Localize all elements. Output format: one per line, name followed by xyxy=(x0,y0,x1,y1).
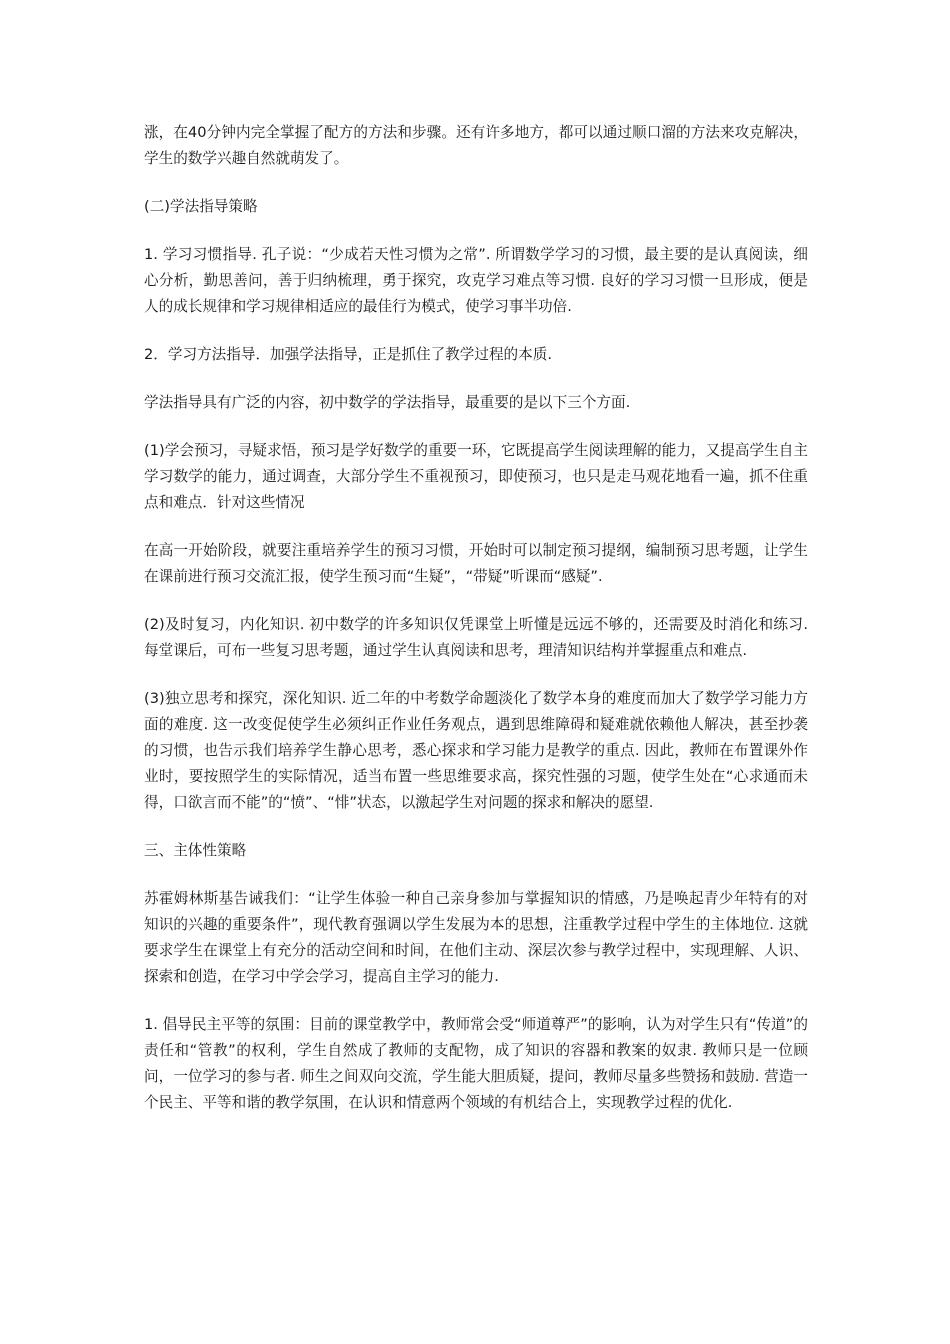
paragraph-study-methods: 2．学习方法指导．加强学法指导，正是抓住了教学过程的本质. xyxy=(144,346,552,363)
paragraph-sukhomlinsky-quote: 苏霍姆林斯基告诫我们：“让学生体验一种自己亲身参加与掌握知识的情感，乃是唤起青少年特有的对知识的兴趣的重要条件”，现代教育强调以学生发展为本的思想，注重教学过程中学生的主体地位. 这就要求学生在课堂上有充分的活动空间和时间，在他们主动、深层次参与教学过程中，实现理解、人识、探索和创造，在学习中学会学习，提高自主学习的能力. xyxy=(144,890,808,985)
paragraph-three-aspects: 学法指导具有广泛的内容，初中数学的学法指导，最重要的是以下三个方面. xyxy=(144,394,631,411)
paragraph-independent-thinking: (3)独立思考和探究，深化知识. 近二年的中考数学命题淡化了数学本身的难度而加大了数学学习能力方面的难度. 这一改变促使学生必须纠正作业任务观点，遇到思维障碍和疑难就依赖他人解决，甚至抄袭的习惯，也告示我们培养学生静心思考，悉心探求和学习能力是教学的重点. 因此，教师在布置课外作业时，要按照学生的实际情况，适当布置一些思维要求高，探究性强的习题，使学生处在“心求通而未得，口欲言而不能”的“愤”、“悱”状态，以激起学生对问题的探求和解决的愿望. xyxy=(144,690,808,811)
heading-subjectivity-strategy: 三、主体性策略 xyxy=(144,842,247,859)
paragraph-review: (2)及时复习，内化知识. 初中数学的许多知识仅凭课堂上听懂是远远不够的，还需要及时消化和练习. 每堂课后，可布一些复习思考题，通过学生认真阅读和思考，理清知识结构并掌握重点和难点. xyxy=(144,616,808,659)
paragraph-preview: (1)学会预习，寻疑求悟，预习是学好数学的重要一环，它既提高学生阅读理解的能力，又提高学生自主学习数学的能力，通过调查，大部分学生不重视预习，即使预习，也只是走马观花地看一遍，抓不住重点和难点．针对这些情况 xyxy=(144,442,808,511)
paragraph-democratic-atmosphere: 1. 倡导民主平等的氛围：目前的课堂教学中，教师常会受“师道尊严”的影响，认为对学生只有“传道”的责任和“管教”的权利，学生自然成了教师的支配物，成了知识的容器和教案的奴隶. 教师只是一位顾问，一位学习的参与者. 师生之间双向交流，学生能大胆质疑，提问，教师尽量多些赞扬和鼓励. 营造一个民主、平等和谐的教学氛围，在认识和情意两个领域的有机结合上，实现教学过程的优化. xyxy=(144,1016,808,1111)
paragraph-formula-intro: 涨，在40分钟内完全掌握了配方的方法和步骤。还有许多地方，都可以通过顺口溜的方法来攻克解决，学生的数学兴趣自然就萌发了。 xyxy=(144,124,808,167)
heading-study-guidance: (二)学法指导策略 xyxy=(144,198,258,215)
paragraph-preview-habits: 在高一开始阶段，就要注重培养学生的预习习惯，开始时可以制定预习提纲，编制预习思考题，让学生在课前进行预习交流汇报，使学生预习而“生疑”，“带疑”听课而“感疑”. xyxy=(144,542,808,585)
document-body xyxy=(144,120,808,1138)
paragraph-study-habits: 1. 学习习惯指导. 孔子说：“少成若天性习惯为之常”. 所谓数学学习的习惯，最主要的是认真阅读，细心分析，勤思善问，善于归纳梳理，勇于探究，攻克学习难点等习惯. 良好的学习习惯一旦形成，便是人的成长规律和学习规律相适应的最佳行为模式，使学习事半功倍. xyxy=(144,246,808,315)
